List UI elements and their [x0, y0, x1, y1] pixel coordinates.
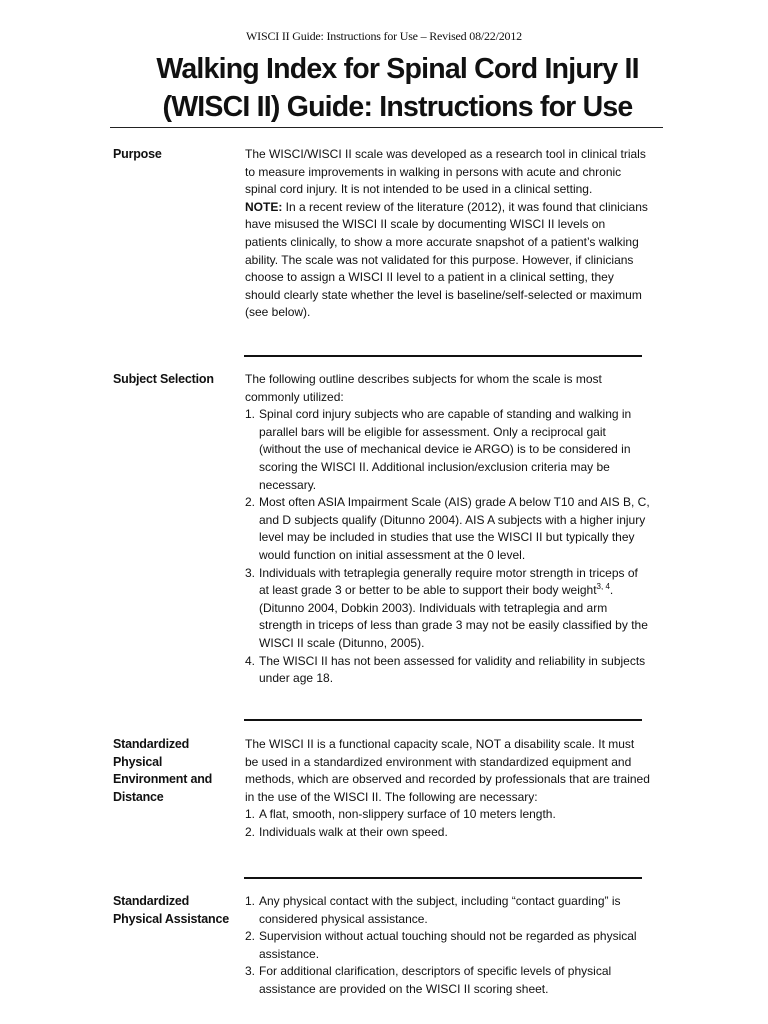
purpose-note — [245, 199, 650, 322]
section-divider — [244, 719, 642, 721]
list-item: 2. Most often ASIA Impairment Scale (AIS) grade A below T10 and AIS B, C, and D subjects qualify (Ditunno 2004). AIS A subjects with a higher injury level may be included in studies that use the WISCI II but typically they would function on initial assessment at the 0 level. — [245, 495, 650, 562]
subject-selection-label: Subject Selection — [113, 372, 214, 386]
list-item: 1. A flat, smooth, non-slippery surface of 10 meters length. — [245, 807, 556, 822]
assistance-body — [245, 893, 650, 999]
purpose-body — [245, 146, 650, 322]
environment-text: The WISCI II is a functional capacity scale, NOT a disability scale. It must be used in a standardized environment with standardized equipment and methods, which are observed and recorded by professionals that are trained in the use of the WISCI II. The following are necessary: — [245, 737, 650, 804]
page-header: WISCI II Guide: Instructions for Use – Revised 08/22/2012 — [246, 29, 522, 43]
list-item: 2. Individuals walk at their own speed. — [245, 824, 448, 839]
assistance-label: Standardized Physical Assistance — [113, 894, 229, 926]
list-item: 1. Spinal cord injury subjects who are capable of standing and walking in parallel bars will be eligible for assessment. Only a reciprocal gait (without the use of mechanical device ie ARGO) is to be considered in scoring the WISCI II. Additional inclusion/exclusion criteria may be necessary. — [245, 407, 632, 492]
purpose-label: Purpose — [113, 147, 162, 161]
section-divider — [244, 877, 642, 879]
subject-selection-body — [245, 371, 650, 688]
page-title — [0, 50, 768, 126]
environment-label: Standardized Physical Environment and Distance — [113, 737, 213, 804]
list-item: 3. For additional clarification, descriptors of specific levels of physical assistance are provided on the WISCI II scoring sheet. — [245, 964, 612, 996]
environment-list — [245, 806, 650, 841]
section-divider — [244, 355, 642, 357]
list-item: 2. Supervision without actual touching should not be regarded as physical assistance. — [245, 929, 637, 961]
citation-superscript: 3, 4 — [596, 582, 610, 592]
title-divider — [110, 127, 663, 128]
title-line-1: Walking Index for Spinal Cord Injury II — [156, 53, 639, 85]
note-label: NOTE: — [245, 199, 283, 214]
list-item: 1. Any physical contact with the subject, including “contact guarding” is considered physical assistance. — [245, 894, 621, 926]
subject-selection-intro: The following outline describes subjects for whom the scale is most commonly utilized: — [245, 372, 602, 404]
assistance-list — [245, 893, 650, 999]
environment-body — [245, 736, 650, 842]
list-item: 3. Individuals with tetraplegia generally require motor strength in triceps of at least grade 3 or better to be able to support their body weight$^{3, 4}$. (Ditunno 2004, Dobkin 2003). Individuals with tetraplegia and arm strength in triceps of less than grade 3 may not be easily classified by the WISCI II scale (Ditunno, 2005). — [245, 565, 648, 650]
subject-criteria-list — [245, 406, 650, 688]
title-line-2: (WISCI II) Guide: Instructions for Use — [162, 91, 633, 123]
list-item: 4. The WISCI II has not been assessed for validity and reliability in subjects under age 18. — [245, 653, 646, 686]
note-text: In a recent review of the literature (2012), it was found that clinicians have misused the WISCI II scale by documenting WISCI II levels on patients clinically, to show a more accurate snapshot of a patient’s walking ability. The scale was not validated for this purpose. However, if clinicians choose to assign a WISCI II level to a patient in a clinical setting, they should clearly state whether the level is baseline/self-selected or maximum (see below). — [245, 199, 648, 320]
purpose-text: The WISCI/WISCI II scale was developed as a research tool in clinical trials to measure improvements in walking in persons with acute and chronic spinal cord injury. It is not intended to be used in a clinical setting. — [245, 147, 646, 197]
